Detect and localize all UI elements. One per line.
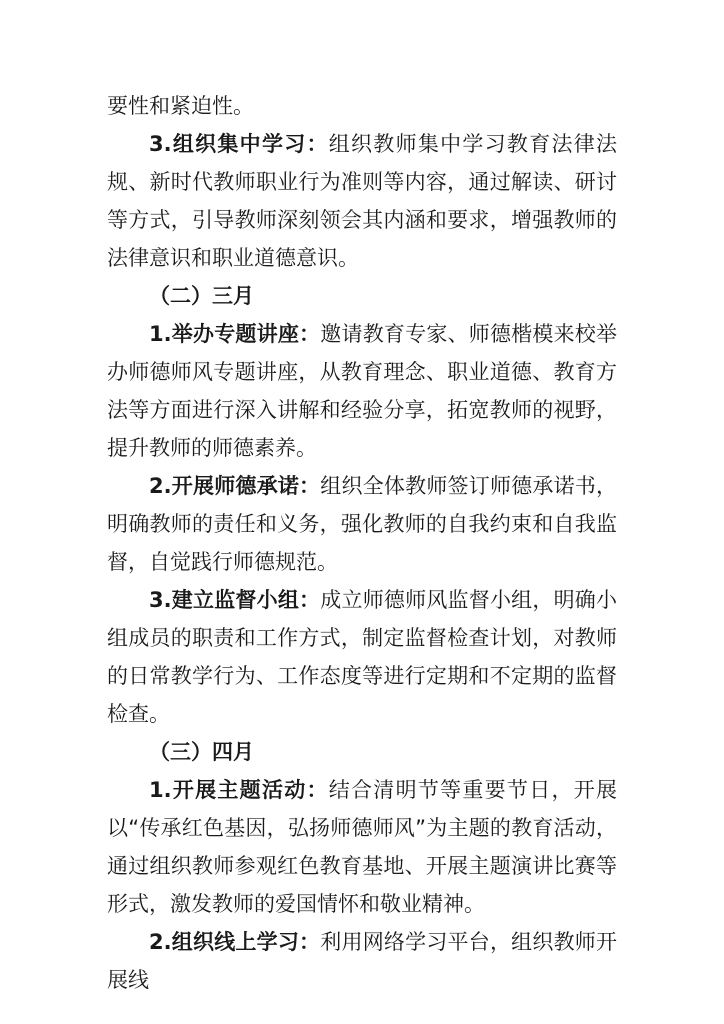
document-body bbox=[107, 87, 617, 999]
paragraph-text: 邀请教育专家、师德楷模来校举办师德师风专题讲座，从教育理念、职业道德、教育方法等方面进行深入讲解和经验分享，拓宽教师的视野，提升教师的师德素养。 bbox=[107, 322, 618, 460]
paragraph-run-in-label: 3.组织集中学习： bbox=[149, 132, 329, 156]
paragraph-run-in-label: 2.组织线上学习： bbox=[149, 930, 321, 954]
section-heading bbox=[107, 733, 617, 771]
paragraph-text: 要性和紧迫性。 bbox=[107, 94, 254, 118]
paragraph bbox=[107, 125, 617, 277]
paragraph-text: 成立师德师风监督小组，明确小组成员的职责和工作方式，制定监督检查计划，对教师的日常教学行为、工作态度等进行定期和不定期的监督检查。 bbox=[107, 588, 618, 726]
paragraph bbox=[107, 581, 617, 733]
paragraph-text: 组织教师集中学习教育法律法规、新时代教师职业行为准则等内容，通过解读、研讨等方式，引导教师深刻领会其内涵和要求，增强教师的法律意识和职业道德意识。 bbox=[107, 132, 618, 270]
paragraph-run-in-label: 1.开展主题活动： bbox=[149, 778, 329, 802]
paragraph bbox=[107, 87, 617, 125]
paragraph-run-in-label: 1.举办专题讲座： bbox=[149, 322, 321, 346]
section-heading-text: （二）三月 bbox=[149, 284, 254, 308]
section-heading bbox=[107, 277, 617, 315]
paragraph bbox=[107, 467, 617, 581]
paragraph bbox=[107, 771, 617, 923]
paragraph-run-in-label: 3.建立监督小组： bbox=[149, 588, 321, 612]
paragraph-text: 结合清明节等重要节日，开展以“传承红色基因，弘扬师德师风”为主题的教育活动，通过组织教师参观红色教育基地、开展主题演讲比赛等形式，激发教师的爱国情怀和敬业精神。 bbox=[107, 778, 618, 916]
paragraph-text: 组织全体教师签订师德承诺书，明确教师的责任和义务，强化教师的自我约束和自我监督，自觉践行师德规范。 bbox=[107, 474, 618, 574]
paragraph bbox=[107, 315, 617, 467]
paragraph bbox=[107, 923, 617, 999]
paragraph-run-in-label: 2.开展师德承诺： bbox=[149, 474, 321, 498]
section-heading-text: （三）四月 bbox=[149, 740, 254, 764]
paragraph-text: 利用网络学习平台，组织教师开展线 bbox=[107, 930, 618, 992]
